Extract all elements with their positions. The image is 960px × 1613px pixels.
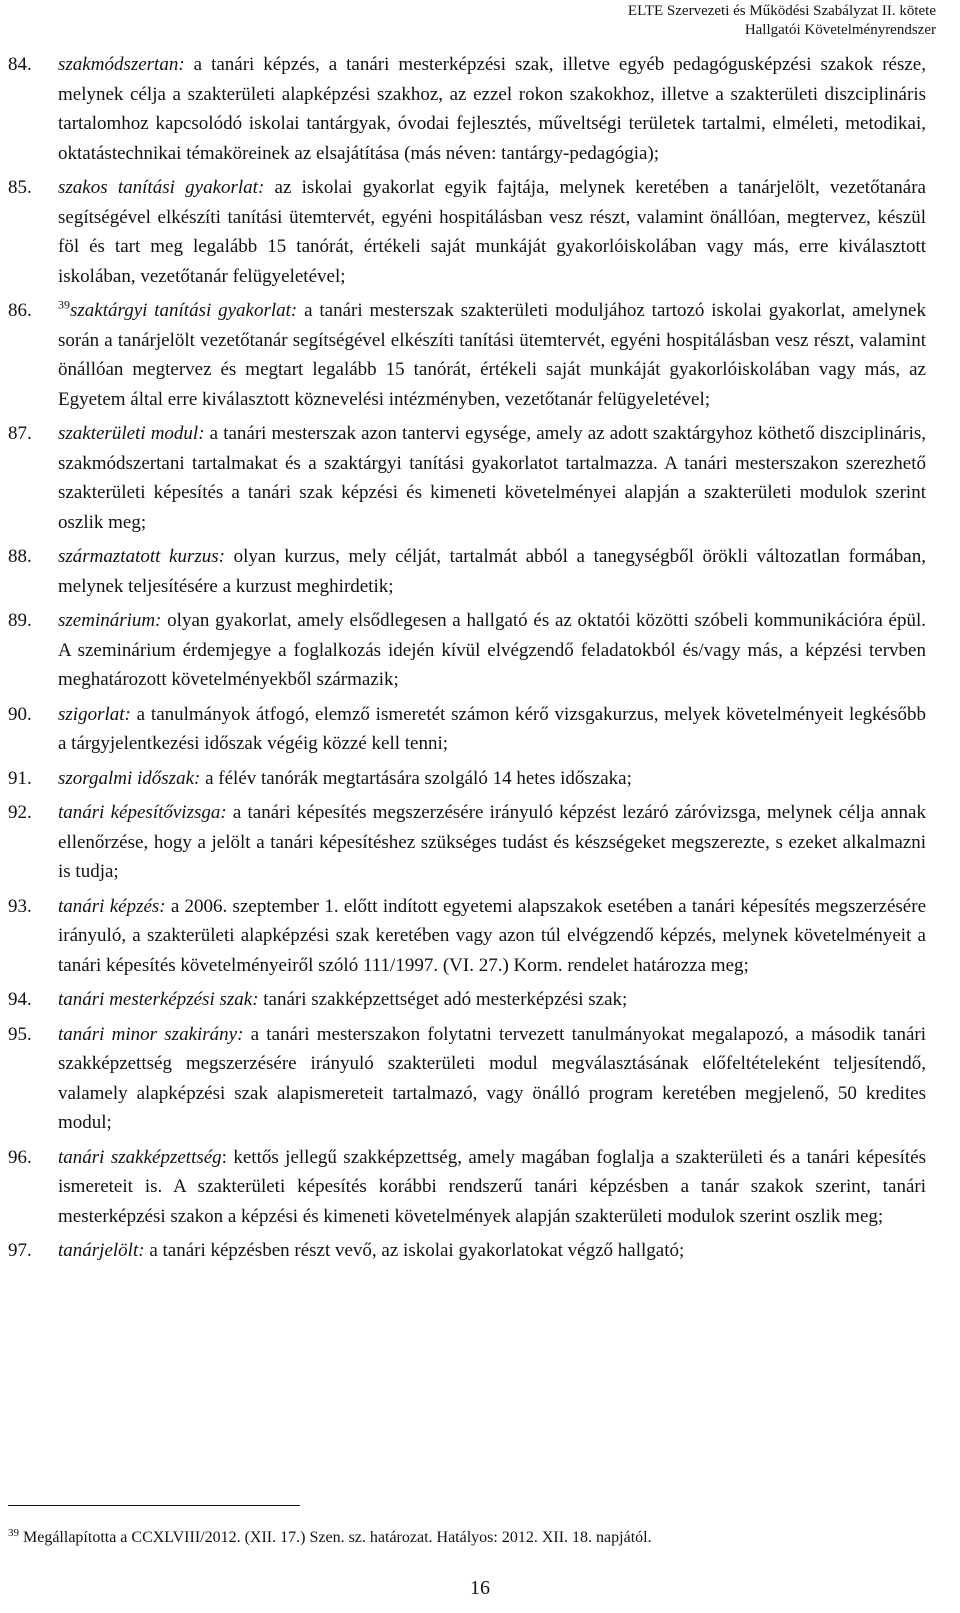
item-term: szaktárgyi tanítási gyakorlat: (70, 300, 298, 321)
item-number: 92. (8, 802, 32, 823)
item-body (58, 50, 926, 168)
definition-list (8, 50, 926, 1271)
item-body (58, 1143, 926, 1232)
item-text: olyan kurzus, mely célját, tartalmát abból a tanegységből örökli változatlan formában, melynek teljesítésére a kurzust meghirdetik; (58, 546, 926, 597)
item-body (58, 798, 926, 887)
item-text: a tanári képesítés megszerzésére irányuló képzést lezáró záróvizsga, melynek célja annak ellenőrzése, hogy a jelölt a tanári képesítéshez szükséges tudást és készségeket megszerezte, s ezeket alkalmazni is tudja; (58, 802, 926, 882)
page-number: 16 (470, 1577, 490, 1599)
definition-item (8, 50, 926, 168)
item-term: tanárjelölt: (58, 1240, 145, 1261)
item-term: tanári mesterképzési szak: (58, 989, 259, 1010)
item-body (58, 1236, 926, 1266)
definition-item (8, 985, 926, 1015)
definition-item (8, 606, 926, 695)
item-body (58, 173, 926, 291)
item-number: 84. (8, 54, 32, 75)
item-body (58, 1020, 926, 1138)
item-text: a félév tanórák megtartására szolgáló 14 hetes időszaka; (200, 767, 632, 789)
item-term: szakterületi modul: (58, 423, 205, 444)
definition-item (8, 173, 926, 291)
item-body (58, 700, 926, 759)
item-number: 91. (8, 767, 32, 789)
item-body (58, 296, 926, 414)
header-title: ELTE Szervezeti és Működési Szabályzat II. kötete (627, 3, 936, 19)
definition-item (8, 1143, 926, 1232)
definition-item (8, 798, 926, 887)
definition-item (8, 1236, 926, 1266)
item-number: 90. (8, 703, 32, 725)
item-number: 94. (8, 989, 32, 1010)
definition-item (8, 764, 926, 794)
item-number: 96. (8, 1146, 32, 1168)
definition-item (8, 892, 926, 981)
item-term: szakos tanítási gyakorlat: (58, 177, 265, 198)
item-body (58, 764, 926, 794)
item-body (58, 985, 926, 1015)
item-term: tanári szakképzettség (58, 1146, 222, 1168)
item-text: a 2006. szeptember 1. előtt indított egyetemi alapszakok esetében a tanári képesítés megszerzésére irányuló, a szakterületi alapképzési szak keretében vagy azon túl elvégzendő képzés, melynek követelményeit a tanári képesítés követelményeiről szóló 111/1997. (VI. 27.) Korm. rendelet határozza meg; (58, 895, 926, 976)
item-body (58, 542, 926, 601)
item-number: 85. (8, 177, 32, 198)
item-number: 88. (8, 546, 32, 567)
item-number: 95. (8, 1023, 32, 1045)
definition-item (8, 700, 926, 759)
item-text: a tanári mesterszakon folytatni tervezett tanulmányokat megalapozó, a második tanári szakképzettség megszerzésére irányuló szakterületi modul megválasztásának előfeltételeként teljesítendő, valamely alapképzési szak alapismereteit tartalmazó, vagy önálló program keretében megjelenő, 50 kredites modul; (58, 1023, 926, 1133)
definition-item (8, 542, 926, 601)
item-number: 93. (8, 895, 32, 917)
item-text: a tanári mesterszak szakterületi moduljához tartozó iskolai gyakorlat, amelynek során a tanárjelölt vezetőtanár segítségével elkészíti tanítási ütemtervét, egyéni hospitálásban vesz részt, valamint önállóan megtervez és megtart legalább 15 tanórát, értékeli saját munkáját gyakorlóiskolában vagy más, az Egyetem által erre kiválasztott köznevelési intézményben, vezetőtanár felügyeletével; (58, 300, 926, 410)
item-term: szakmódszertan: (58, 54, 185, 75)
item-text: olyan gyakorlat, amely elsődlegesen a hallgató és az oktatói közötti szóbeli kommunikációra épül. A szeminárium érdemjegye a foglalkozás idején kívül elvégzendő feladatokból és/vagy más, a képzési tervben meghatározott követelményekből származik; (58, 610, 926, 690)
item-body (58, 892, 926, 981)
item-text: az iskolai gyakorlat egyik fajtája, melynek keretében a tanárjelölt, vezetőtanára segítségével elkészíti tanítási ütemtervét, egyéni hospitálásban vesz részt, valamint önállóan, megtervez, készül föl és tart meg legalább 15 tanórát, értékeli saját munkáját gyakorlóiskolában vagy más, erre kiválasztott iskolában, vezetőtanár felügyeletével; (58, 177, 926, 287)
item-term: tanári képzés: (58, 895, 166, 917)
item-term: tanári képesítővizsga: (58, 802, 227, 823)
item-number: 97. (8, 1240, 32, 1261)
item-term: szeminárium: (58, 610, 162, 631)
item-number: 87. (8, 423, 32, 444)
item-body (58, 419, 926, 537)
item-text: a tanári képzés, a tanári mesterképzési szak, illetve egyéb pedagógusképzési szakok része, melynek célja a szakterületi alapképzési szakhoz, az ezzel rokon szakokhoz, illetve a szakterületi diszciplináris tartalomhoz kapcsolódó iskolai tantárgyak, óvodai fejlesztés, műveltségi területek tartalmi, elméleti, metodikai, oktatástechnikai témaköreinek az elsajátítása (más néven: tantárgy-pedagógia); (58, 54, 926, 164)
definition-item (8, 419, 926, 537)
definition-item (8, 1020, 926, 1138)
running-header (628, 2, 936, 40)
item-term: szigorlat: (58, 703, 131, 725)
footnote-text: Megállapította a CCXLVIII/2012. (XII. 17.) Szen. sz. határozat. Hatályos: 2012. XII. 18. napjától. (23, 1529, 652, 1546)
item-body (58, 606, 926, 695)
item-text: a tanári mesterszak azon tantervi egysége, amely az adott szaktárgyhoz köthető diszciplináris, szakmódszertani tartalmakat és a szaktárgyi tanítási gyakorlatot tartalmazza. A tanári mesterszakon szerezhető szakterületi képesítés a tanári szak képzési és kimeneti követelményei alapján a szakterületi modulok szerint oszlik meg; (58, 423, 926, 533)
item-term: származtatott kurzus: (58, 546, 225, 567)
item-term: tanári minor szakirány: (58, 1023, 244, 1045)
definition-item (8, 296, 926, 414)
item-text: : kettős jellegű szakképzettség, amely magában foglalja a szakterületi és a tanári képesítés ismereteit is. A szakterületi képesítés korábbi rendszerű tanári képzésben a tanár szakok szerint, tanári mesterképzési szakon a képzési és kimeneti követelmények alapján szakterületi modulok szerint oszlik meg; (58, 1146, 926, 1227)
item-text: a tanári képzésben részt vevő, az iskolai gyakorlatokat végző hallgató; (144, 1240, 685, 1261)
item-number: 89. (8, 610, 32, 631)
footnote-ref: 39 (58, 297, 70, 312)
item-text: tanári szakképzettséget adó mesterképzési szak; (258, 989, 628, 1010)
header-subtitle: Hallgatói Követelményrendszer (744, 22, 936, 38)
item-number: 86. (8, 300, 32, 321)
item-text: a tanulmányok átfogó, elemző ismeretét számon kérő vizsgakurzus, melyek követelményeit legkésőbb a tárgyjelentkezési időszak végéig közzé kell tenni; (58, 703, 926, 754)
footnote-mark: 39 (8, 1526, 19, 1539)
item-term: szorgalmi időszak: (58, 767, 201, 789)
footnote-separator (8, 1505, 300, 1506)
footnote (8, 1528, 652, 1548)
